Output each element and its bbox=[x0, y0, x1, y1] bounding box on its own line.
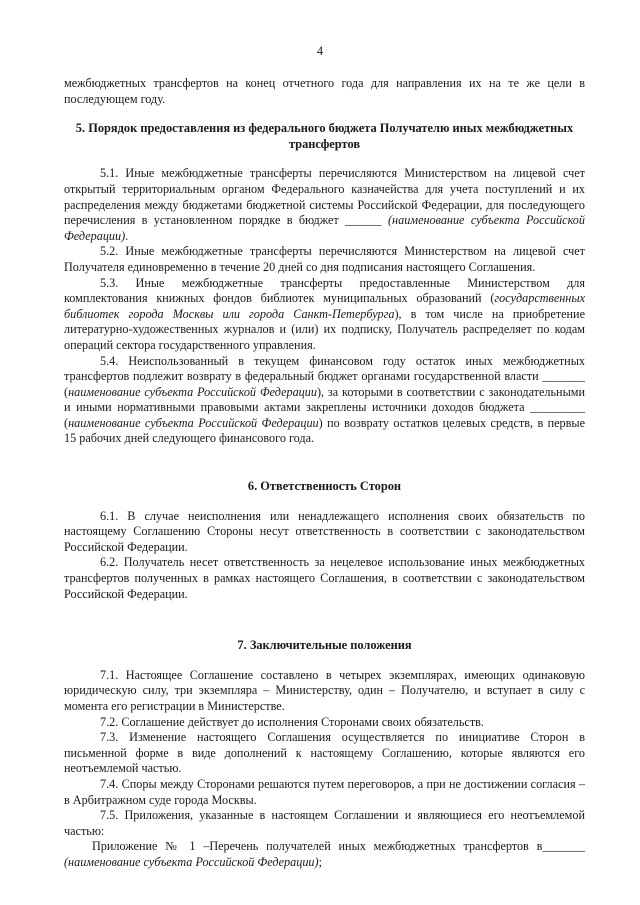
paragraph-7-4: 7.4. Споры между Сторонами решаются путем переговоров, а при не достижении согласия – в Арбитражном суде города Москвы. bbox=[64, 776, 585, 807]
paragraph-5-1: 5.1. Иные межбюджетные трансферты перечисляются Министерством на лицевой счет открытый территориальным органом Федерального казначейства для учета поступлений и их распределения между бюджетами бюджетной системы Российской Федерации, для последующего перечисления в установленном порядке в бюджет ______ (наименование субъекта Российской Федерации). bbox=[64, 166, 585, 243]
attachment-1: Приложение № 1 –Перечень получателей иных межбюджетных трансфертов в_______ (наименование субъекта Российской Федерации); bbox=[64, 839, 585, 869]
intro-paragraph: межбюджетных трансфертов на конец отчетного года для направления их на те же цели в последующем году. bbox=[64, 76, 585, 106]
paragraph-5-4: 5.4. Неиспользованный в текущем финансовом году остаток иных межбюджетных трансфертов подлежит возврату в федеральный бюджет органами государственной власти _______ (наименование субъекта Российской Федерации), за которыми в соответствии с законодательными и иными нормативными правовыми актами закреплены источники доходов бюджета _________ (наименование субъекта Российской Федерации) по возврату остатков целевых средств, в первые 15 рабочих дней следующего финансового года. bbox=[64, 353, 585, 446]
section-7-title: 7. Заключительные положения bbox=[237, 638, 412, 653]
document-body bbox=[64, 76, 585, 871]
paragraph-7-3: 7.3. Изменение настоящего Соглашения осуществляется по инициативе Сторон в письменной форме в виде дополнений к настоящему Соглашению, которые являются его неотъемлемой частью. bbox=[64, 730, 585, 776]
paragraph-5-3: 5.3. Иные межбюджетные трансферты предоставленные Министерством для комплектования книжных фондов библиотек муниципальных образований (государственных библиотек города Москвы или города Санкт-Петербурга), в том числе на приобретение литературно-художественных журналов и (или) их подписку, Получатель распределяет по кодам операций сектора государственного управления. bbox=[64, 275, 585, 352]
paragraph-7-2: 7.2. Соглашение действует до исполнения Сторонами своих обязательств. bbox=[100, 714, 484, 729]
paragraph-6-1: 6.1. В случае неисполнения или ненадлежащего исполнения своих обязательств по настоящему Соглашению Стороны несут ответственность в соответствии с законодательством Российской Федерации. bbox=[64, 508, 585, 554]
paragraph-5-2: 5.2. Иные межбюджетные трансферты перечисляются Министерством на лицевой счет Получателя единовременно в течение 20 дней со дня подписания настоящего Соглашения. bbox=[64, 244, 585, 274]
paragraph-7-1: 7.1. Настоящее Соглашение составлено в четырех экземплярах, имеющих одинаковую юридическую силу, три экземпляра – Министерству, один – Получателю, и вступает в силу с момента его регистрации в Министерстве. bbox=[64, 667, 585, 713]
page-number: 4 bbox=[316, 44, 324, 58]
paragraph-7-5: 7.5. Приложения, указанные в настоящем Соглашении и являющиеся его неотъемлемой частью: bbox=[64, 808, 585, 838]
paragraph-6-2: 6.2. Получатель несет ответственность за нецелевое использование иных межбюджетных трансфертов полученных в рамках настоящего Соглашения, в соответствии с законодательством Российской Федерации. bbox=[64, 555, 585, 601]
section-6-title: 6. Ответственность Сторон bbox=[247, 479, 402, 494]
section-5-title: 5. Порядок предоставления из федерального бюджета Получателю иных межбюджетных трансфертов bbox=[75, 121, 574, 151]
